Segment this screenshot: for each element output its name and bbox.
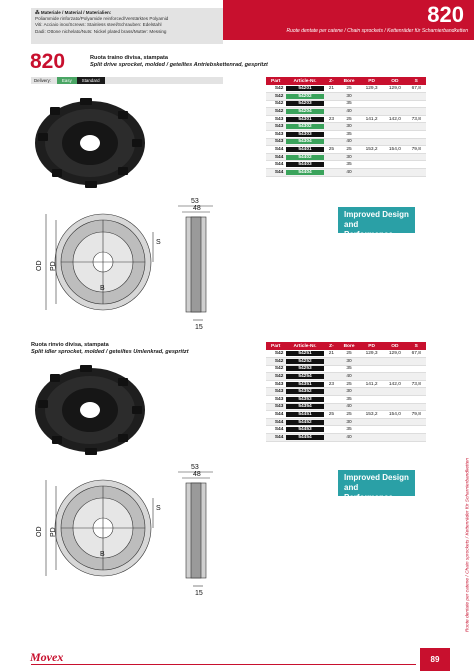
improved-badge-1: Improved Design and Performance — [338, 207, 415, 233]
cell-pd — [360, 153, 383, 161]
cell-z: 25 — [325, 146, 339, 154]
dim-b: B — [100, 285, 105, 292]
cell-bore: 25 — [338, 85, 360, 93]
cell-s: 73,8 — [407, 380, 426, 388]
table-row — [266, 380, 426, 388]
article-number-cell — [285, 115, 324, 123]
cell-z — [325, 161, 339, 169]
article-number: 54201 — [286, 86, 323, 91]
dim-od: OD — [36, 260, 43, 271]
cell-bore: 30 — [338, 123, 360, 131]
cell-od: 154,0 — [383, 146, 406, 154]
cell-s — [407, 93, 426, 101]
delivery-easy-badge: Easy — [57, 77, 77, 84]
cell-part: S44 — [266, 418, 285, 426]
cell-bore: 30 — [338, 93, 360, 101]
article-number: 54354 — [286, 404, 323, 409]
table-header-cell: Part — [266, 342, 285, 350]
article-number-cell — [285, 93, 324, 101]
cell-s — [407, 434, 426, 442]
cell-od — [383, 161, 406, 169]
section2-title-it: Ruota rinvio divisa, stampata — [31, 342, 109, 348]
cell-pd — [360, 358, 383, 366]
table-row — [266, 411, 426, 419]
dim-48: 48 — [193, 205, 201, 212]
cell-bore: 40 — [338, 108, 360, 116]
table-header-cell: PD — [360, 77, 383, 85]
article-number: 54253 — [286, 366, 323, 371]
cell-pd — [360, 388, 383, 396]
side-caption: Ruote dentate per catene / Chain sprockets / Kettenräder für Scharnierbandketten — [465, 457, 471, 633]
article-number: 54454 — [286, 435, 323, 440]
article-number: 54304 — [286, 139, 323, 144]
cell-part: S44 — [266, 411, 285, 419]
article-number-cell — [285, 434, 324, 442]
table-row — [266, 434, 426, 442]
article-number-cell — [285, 396, 324, 404]
cell-s — [407, 153, 426, 161]
cell-part: S43 — [266, 396, 285, 404]
dim-od: OD — [36, 526, 43, 537]
article-number: 54204 — [286, 109, 323, 114]
cell-bore: 35 — [338, 131, 360, 139]
cell-pd — [360, 396, 383, 404]
sprocket-photo-1 — [30, 95, 150, 190]
cell-od — [383, 403, 406, 411]
cell-s: 79,8 — [407, 146, 426, 154]
article-number-cell — [285, 108, 324, 116]
article-number-cell — [285, 85, 324, 93]
cell-s — [407, 426, 426, 434]
section1-title-en: Split drive sprocket, molded / geteiltes Antriebskettenrad, gespritzt — [90, 62, 268, 68]
article-number-cell — [285, 350, 324, 358]
cell-z — [325, 169, 339, 177]
cell-s — [407, 108, 426, 116]
table-header-cell: Article-Nr. — [285, 342, 324, 350]
table-row — [266, 169, 426, 177]
table-row — [266, 161, 426, 169]
cell-part: S42 — [266, 85, 285, 93]
cell-od — [383, 365, 406, 373]
cell-s — [407, 100, 426, 108]
table-row — [266, 358, 426, 366]
cell-bore: 25 — [338, 380, 360, 388]
article-number: 54254 — [286, 374, 323, 379]
article-number: 54402 — [286, 155, 323, 160]
cell-od — [383, 426, 406, 434]
cell-z: 23 — [325, 380, 339, 388]
cell-part: S42 — [266, 108, 285, 116]
article-number: 54452 — [286, 420, 323, 425]
section1-title — [90, 55, 268, 69]
materials-line-2: Viti: Acciaio inox/Screws: Stainless steel/Schrauben: Edelstahl — [35, 22, 162, 28]
cell-s — [407, 169, 426, 177]
article-number-cell — [285, 123, 324, 131]
article-number: 54351 — [286, 382, 323, 387]
table-row — [266, 131, 426, 139]
table-row — [266, 153, 426, 161]
cell-z — [325, 396, 339, 404]
cell-part: S42 — [266, 350, 285, 358]
cell-od — [383, 93, 406, 101]
cell-z — [325, 123, 339, 131]
cell-part: S44 — [266, 161, 285, 169]
article-number: 54252 — [286, 359, 323, 364]
cell-z — [325, 418, 339, 426]
delivery-standard-badge: Standard — [77, 77, 105, 84]
cell-s — [407, 131, 426, 139]
cell-bore: 40 — [338, 434, 360, 442]
table-row — [266, 85, 426, 93]
materials-line-3: Dadi: Ottone nichelato/Nuts: Nickel plated brass/Mutter: Messing — [35, 28, 167, 34]
spec-table-1 — [266, 77, 426, 177]
cell-od — [383, 131, 406, 139]
cell-s: 79,8 — [407, 411, 426, 419]
dim-53: 53 — [191, 464, 199, 471]
article-number: 54303 — [286, 132, 323, 137]
cell-z: 21 — [325, 350, 339, 358]
article-number-cell — [285, 418, 324, 426]
table-header-cell: Z- — [325, 77, 339, 85]
cell-bore: 30 — [338, 418, 360, 426]
cell-s — [407, 123, 426, 131]
article-number: 54353 — [286, 397, 323, 402]
cell-part: S42 — [266, 373, 285, 381]
dim-pd: PD — [50, 261, 57, 271]
cell-od: 142,0 — [383, 380, 406, 388]
table-row — [266, 373, 426, 381]
cell-s — [407, 396, 426, 404]
cell-od: 154,0 — [383, 411, 406, 419]
cell-s — [407, 373, 426, 381]
cell-part: S43 — [266, 131, 285, 139]
table-header-cell: OD — [383, 342, 406, 350]
cell-bore: 25 — [338, 146, 360, 154]
article-number-cell — [285, 411, 324, 419]
delivery-bar — [31, 77, 223, 84]
cell-z — [325, 153, 339, 161]
article-number-cell — [285, 403, 324, 411]
table-header-cell: Bore — [338, 77, 360, 85]
cell-s — [407, 138, 426, 146]
article-number-cell — [285, 358, 324, 366]
cell-z: 23 — [325, 115, 339, 123]
cell-z — [325, 373, 339, 381]
cell-pd — [360, 100, 383, 108]
materials-box — [31, 8, 223, 44]
dim-s: S — [156, 239, 161, 246]
article-number: 54301 — [286, 117, 323, 122]
cell-bore: 25 — [338, 115, 360, 123]
table-row — [266, 138, 426, 146]
cell-bore: 40 — [338, 169, 360, 177]
cell-s — [407, 403, 426, 411]
cell-part: S43 — [266, 115, 285, 123]
table-row — [266, 403, 426, 411]
article-number-cell — [285, 161, 324, 169]
cell-z — [325, 434, 339, 442]
cell-part: S44 — [266, 153, 285, 161]
table-row — [266, 93, 426, 101]
cell-part: S42 — [266, 93, 285, 101]
article-number: 54401 — [286, 147, 323, 152]
table-header-cell: S — [407, 342, 426, 350]
footer-rule — [31, 664, 416, 665]
cell-bore: 35 — [338, 365, 360, 373]
cell-od: 142,0 — [383, 115, 406, 123]
section1-title-it: Ruota traino divisa, stampata — [90, 55, 169, 61]
cell-bore: 35 — [338, 161, 360, 169]
table-row — [266, 100, 426, 108]
cell-pd: 129,3 — [360, 85, 383, 93]
section2-title — [31, 342, 189, 356]
sprocket-photo-2 — [30, 362, 150, 457]
article-number-cell — [285, 388, 324, 396]
cell-bore: 35 — [338, 426, 360, 434]
cell-pd — [360, 131, 383, 139]
cell-z — [325, 138, 339, 146]
cell-s — [407, 358, 426, 366]
cell-part: S44 — [266, 426, 285, 434]
article-number: 54202 — [286, 94, 323, 99]
cell-pd — [360, 418, 383, 426]
cell-od: 129,0 — [383, 85, 406, 93]
cell-bore: 40 — [338, 373, 360, 381]
cell-z: 21 — [325, 85, 339, 93]
article-number-cell — [285, 365, 324, 373]
table-row — [266, 115, 426, 123]
cell-s: 67,8 — [407, 85, 426, 93]
cell-pd — [360, 108, 383, 116]
dim-b: B — [100, 551, 105, 558]
cell-z — [325, 108, 339, 116]
cell-z: 25 — [325, 411, 339, 419]
article-number: 54352 — [286, 389, 323, 394]
materials-line-1: Poliammide rinforzato/Polyamide reinforced/Verstärktes Polyamid — [35, 16, 169, 22]
cell-part: S43 — [266, 380, 285, 388]
table-row — [266, 426, 426, 434]
article-number: 54404 — [286, 170, 323, 175]
cell-bore: 25 — [338, 350, 360, 358]
cell-z — [325, 365, 339, 373]
cell-part: S43 — [266, 388, 285, 396]
cell-od — [383, 418, 406, 426]
movex-logo: Movex — [30, 650, 64, 664]
table-header-cell: Article-Nr. — [285, 77, 324, 85]
cell-od — [383, 358, 406, 366]
cell-bore: 35 — [338, 100, 360, 108]
header-subtitle: Ruote dentate per catene / Chain sprockets / Kettenräder für Scharnierbandketten — [286, 28, 468, 34]
table-row — [266, 418, 426, 426]
table-header-cell: S — [407, 77, 426, 85]
table-header-row — [266, 342, 426, 350]
cell-z — [325, 131, 339, 139]
cell-bore: 30 — [338, 153, 360, 161]
dim-53: 53 — [191, 198, 199, 205]
table-header-cell: Part — [266, 77, 285, 85]
article-number-cell — [285, 169, 324, 177]
cell-z — [325, 403, 339, 411]
cell-s — [407, 388, 426, 396]
table-row — [266, 396, 426, 404]
article-number-cell — [285, 426, 324, 434]
technical-drawing-1 — [28, 192, 223, 332]
table-header-cell: PD — [360, 342, 383, 350]
section2-title-en: Split idler sprocket, molded / geteiltes Umlenkrad, gespritzt — [31, 349, 189, 355]
cell-od — [383, 138, 406, 146]
dim-15: 15 — [195, 324, 203, 331]
cell-bore: 35 — [338, 396, 360, 404]
cell-bore: 30 — [338, 388, 360, 396]
cell-z — [325, 388, 339, 396]
cell-pd — [360, 123, 383, 131]
table-header-cell: Z- — [325, 342, 339, 350]
cell-od — [383, 388, 406, 396]
cell-pd — [360, 365, 383, 373]
table-header-cell: OD — [383, 77, 406, 85]
article-number-cell — [285, 146, 324, 154]
cell-od: 129,0 — [383, 350, 406, 358]
technical-drawing-2 — [28, 458, 223, 598]
article-number: 54453 — [286, 427, 323, 432]
dim-pd: PD — [50, 527, 57, 537]
cell-s: 73,8 — [407, 115, 426, 123]
article-number: 54403 — [286, 162, 323, 167]
cell-pd: 141,2 — [360, 380, 383, 388]
article-number-cell — [285, 138, 324, 146]
cell-pd: 129,3 — [360, 350, 383, 358]
cell-part: S44 — [266, 434, 285, 442]
article-number: 54302 — [286, 124, 323, 129]
header-band — [223, 0, 474, 40]
cell-pd: 141,2 — [360, 115, 383, 123]
cell-od — [383, 100, 406, 108]
dim-48: 48 — [193, 471, 201, 478]
table-row — [266, 388, 426, 396]
table-row — [266, 350, 426, 358]
cell-od — [383, 434, 406, 442]
article-number: 54203 — [286, 101, 323, 106]
spec-table-2 — [266, 342, 426, 442]
cell-part: S42 — [266, 100, 285, 108]
article-number-cell — [285, 131, 324, 139]
cell-z — [325, 100, 339, 108]
cell-pd — [360, 434, 383, 442]
cell-od — [383, 169, 406, 177]
table-row — [266, 146, 426, 154]
article-number-cell — [285, 100, 324, 108]
cell-part: S44 — [266, 146, 285, 154]
cell-z — [325, 358, 339, 366]
cell-pd: 153,2 — [360, 146, 383, 154]
cell-od — [383, 373, 406, 381]
article-number: 54451 — [286, 412, 323, 417]
table-header-row — [266, 77, 426, 85]
cell-s — [407, 365, 426, 373]
article-number: 54251 — [286, 351, 323, 356]
cell-pd — [360, 138, 383, 146]
cell-part: S42 — [266, 365, 285, 373]
cell-od — [383, 123, 406, 131]
dim-15: 15 — [195, 590, 203, 597]
section-number: 820 — [30, 50, 66, 73]
cell-z — [325, 426, 339, 434]
table-header-cell: Bore — [338, 342, 360, 350]
cell-bore: 40 — [338, 138, 360, 146]
cell-bore: 30 — [338, 358, 360, 366]
cell-s — [407, 418, 426, 426]
page-number: 89 — [420, 648, 450, 671]
article-number-cell — [285, 373, 324, 381]
cell-s: 67,8 — [407, 350, 426, 358]
header-number: 820 — [427, 2, 464, 27]
cell-z — [325, 93, 339, 101]
dim-s: S — [156, 505, 161, 512]
cell-pd — [360, 169, 383, 177]
cell-od — [383, 108, 406, 116]
cell-pd: 153,2 — [360, 411, 383, 419]
table-row — [266, 108, 426, 116]
table-row — [266, 365, 426, 373]
article-number-cell — [285, 380, 324, 388]
cell-s — [407, 161, 426, 169]
cell-pd — [360, 373, 383, 381]
cell-part: S42 — [266, 358, 285, 366]
cell-part: S43 — [266, 403, 285, 411]
cell-pd — [360, 426, 383, 434]
cell-part: S43 — [266, 123, 285, 131]
delivery-label: Delivery: — [34, 78, 52, 83]
cell-pd — [360, 403, 383, 411]
article-number-cell — [285, 153, 324, 161]
table-row — [266, 123, 426, 131]
materials-heading: ⁂ Materiale / Material / Materialien: — [35, 10, 112, 15]
cell-bore: 40 — [338, 403, 360, 411]
cell-od — [383, 153, 406, 161]
cell-od — [383, 396, 406, 404]
cell-part: S43 — [266, 138, 285, 146]
cell-part: S44 — [266, 169, 285, 177]
improved-badge-2: Improved Design and Performance — [338, 470, 415, 496]
cell-pd — [360, 161, 383, 169]
cell-pd — [360, 93, 383, 101]
cell-bore: 25 — [338, 411, 360, 419]
